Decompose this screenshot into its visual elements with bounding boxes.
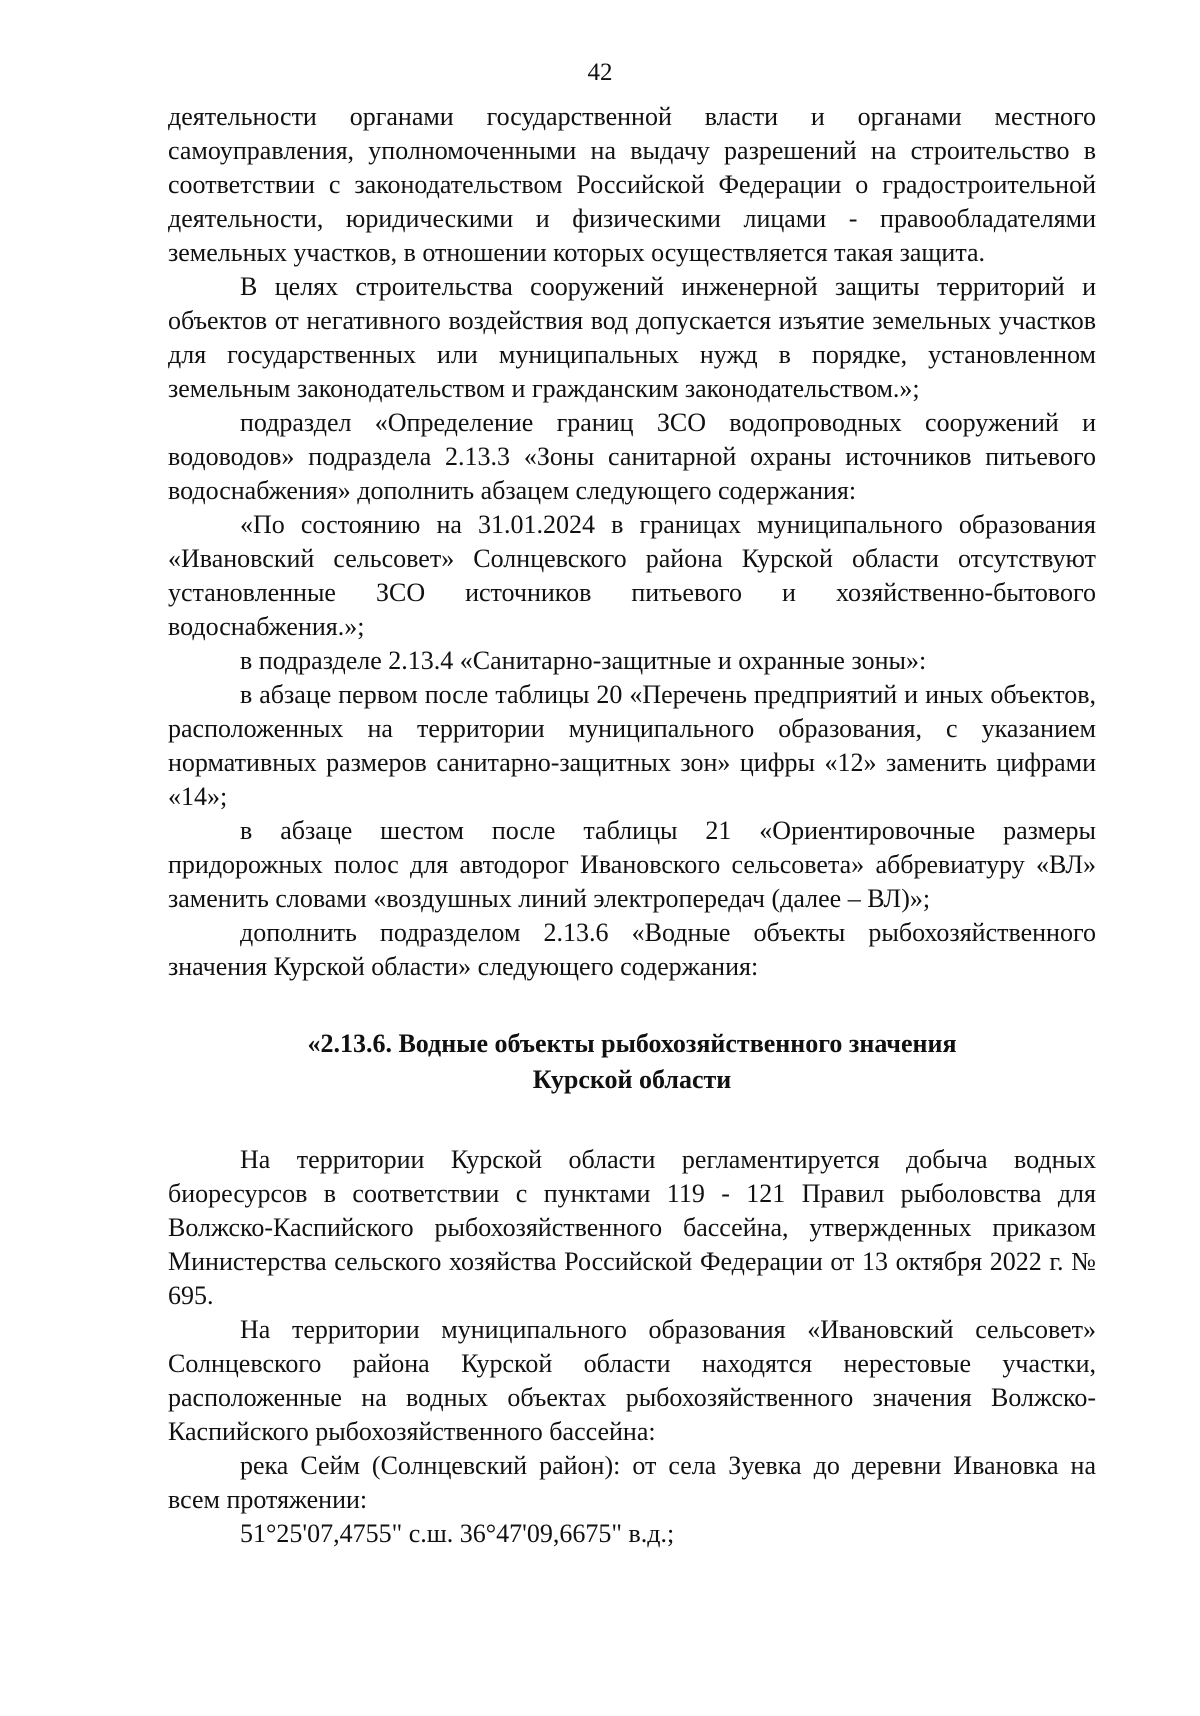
paragraph-river-seim: река Сейм (Солнцевский район): от села Зуевка до деревни Ивановка на всем протяжении: — [168, 1451, 1096, 1514]
paragraph-fishing-rules: На территории Курской области регламентируется добыча водных биоресурсов в соответствии с пунктами 119 - 121 Правил рыболовства для Волжско-Каспийского рыбохозяйственного бассейна, утвержденных приказом Министерства сельского хозяйства Российской Федерации от 13 октября 2022 г. № 695. — [168, 1145, 1096, 1310]
section-heading-line-2: Курской области — [532, 1065, 732, 1094]
paragraph-land-seizure: В целях строительства сооружений инженерной защиты территорий и объектов от негативного воздействия вод допускается изъятие земельных участков для государственных или муниципальных нужд в порядке, установленном земельным законодательством и гражданским законодательством.»; — [168, 272, 1096, 403]
paragraph-spawning-areas: На территории муниципального образования «Ивановский сельсовет» Солнцевского района Курской области находятся нерестовые участки, расположенные на водных объектах рыбохозяйственного значения Волжско-Каспийского рыбохозяйственного бассейна: — [168, 1315, 1096, 1446]
paragraph-zso-status: «По состоянию на 31.01.2024 в границах муниципального образования «Ивановский сельсовет» Солнцевского района Курской области отсутствуют установленные ЗСО источников питьевого и хозяйственно-бытового водоснабжения.»; — [168, 510, 1096, 641]
paragraph-add-subsection: дополнить подразделом 2.13.6 «Водные объекты рыбохозяйственного значения Курской области» следующего содержания: — [168, 918, 1096, 981]
paragraph-table-21: в абзаце шестом после таблицы 21 «Ориентировочные размеры придорожных полос для автодорог Ивановского сельсовета» аббревиатуру «ВЛ» заменить словами «воздушных линий электропередач (далее – ВЛ)»; — [168, 816, 1096, 913]
paragraph-zso-subsection: подраздел «Определение границ ЗСО водопроводных сооружений и водоводов» подраздела 2.13.3 «Зоны санитарной охраны источников питьевого водоснабжения» дополнить абзацем следующего содержания: — [168, 408, 1096, 505]
paragraph-table-20: в абзаце первом после таблицы 20 «Перечень предприятий и иных объектов, расположенных на территории муниципального образования, с указанием нормативных размеров санитарно-защитных зон» цифры «12» заменить цифрами «14»; — [168, 680, 1096, 811]
paragraph-subsection-2-13-4: в подразделе 2.13.4 «Санитарно-защитные и охранные зоны»: — [240, 646, 927, 675]
section-heading-line-1: «2.13.6. Водные объекты рыбохозяйственного значения — [307, 1029, 957, 1058]
paragraph-coordinates: 51°25'07,4755" с.ш. 36°47'09,6675" в.д.; — [240, 1519, 675, 1548]
document-body — [168, 100, 1096, 1551]
page-number: 42 — [587, 59, 613, 86]
section-heading — [168, 1026, 1096, 1098]
paragraph-continuation: деятельности органами государственной власти и органами местного самоуправления, уполномоченными на выдачу разрешений на строительство в соответствии с законодательством Российской Федерации о градостроительной деятельности, юридическими и физическими лицами - правообладателями земельных участков, в отношении которых осуществляется такая защита. — [168, 102, 1096, 267]
